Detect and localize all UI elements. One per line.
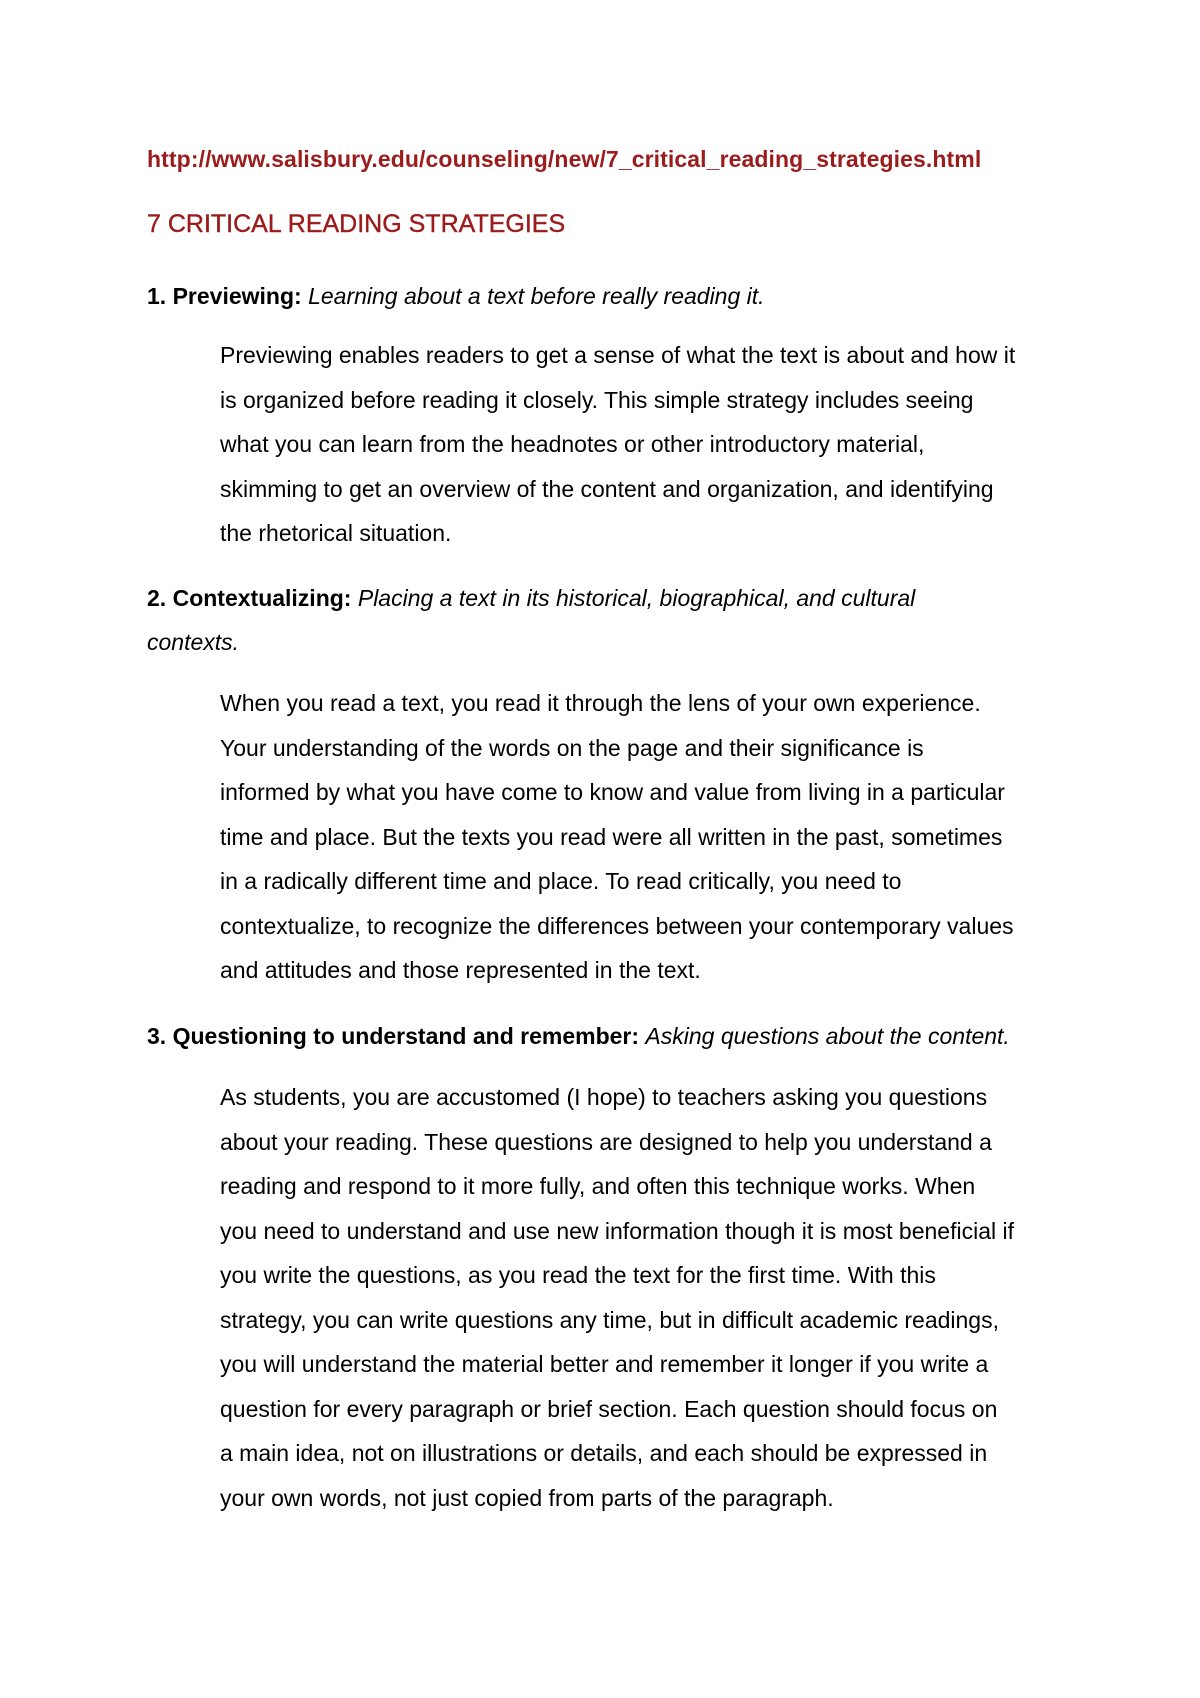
body-line: you write the questions, as you read the text for the first time. With this xyxy=(220,1262,936,1288)
body-line: contextualize, to recognize the differences between your contemporary values xyxy=(220,912,1014,939)
section-1-heading xyxy=(147,274,1077,318)
source-url-link[interactable]: http://www.salisbury.edu/counseling/new/7_critical_reading_strategies.html xyxy=(147,146,982,172)
body-line: Previewing enables readers to get a sense of what the text is about and how it xyxy=(220,342,1016,368)
document-title: 7 CRITICAL READING STRATEGIES xyxy=(147,210,566,238)
section-number: 2. xyxy=(147,585,167,611)
body-line: what you can learn from the headnotes or other introductory material, xyxy=(220,431,925,457)
body-line: When you read a text, you read it through the lens of your own experience. xyxy=(220,690,981,716)
section-term: Questioning to understand and remember: xyxy=(172,1023,640,1049)
section-description: Asking questions about the content. xyxy=(645,1023,1010,1049)
body-line: Your understanding of the words on the page and their significance is xyxy=(220,734,924,761)
body-line: about your reading. These questions are designed to help you understand a xyxy=(220,1128,992,1155)
body-line: a main idea, not on illustrations or details, and each should be expressed in xyxy=(220,1440,988,1466)
section-2-body xyxy=(220,681,1080,993)
body-line: strategy, you can write questions any time, but in difficult academic readings, xyxy=(220,1306,999,1333)
body-line: question for every paragraph or brief section. Each question should focus on xyxy=(220,1395,998,1422)
body-line: and attitudes and those represented in the text. xyxy=(220,957,701,983)
body-line: your own words, not just copied from parts of the paragraph. xyxy=(220,1484,834,1511)
section-term: Previewing: xyxy=(172,283,302,309)
section-1-body xyxy=(220,333,1080,556)
body-line: skimming to get an overview of the content and organization, and identifying xyxy=(220,475,994,502)
section-2-heading xyxy=(147,576,997,664)
body-line: time and place. But the texts you read were all written in the past, sometimes xyxy=(220,823,1003,850)
body-line: you will understand the material better and remember it longer if you write a xyxy=(220,1351,989,1377)
section-number: 3. xyxy=(147,1023,167,1049)
body-line: reading and respond to it more fully, and often this technique works. When xyxy=(220,1173,976,1199)
body-line: As students, you are accustomed (I hope) to teachers asking you questions xyxy=(220,1084,988,1110)
body-line: is organized before reading it closely. This simple strategy includes seeing xyxy=(220,386,974,413)
section-description: Placing a text in its historical, biographical, and cultural contexts. xyxy=(147,585,916,655)
section-term: Contextualizing: xyxy=(172,585,352,611)
body-line: in a radically different time and place. To read critically, you need to xyxy=(220,868,902,894)
body-line: you need to understand and use new information though it is most beneficial if xyxy=(220,1217,1014,1244)
section-3-body xyxy=(220,1075,1080,1520)
section-3-heading xyxy=(147,1014,1077,1058)
section-description: Learning about a text before really reading it. xyxy=(308,283,765,309)
section-number: 1. xyxy=(147,283,167,309)
body-line: informed by what you have come to know and value from living in a particular xyxy=(220,779,1005,805)
body-line: the rhetorical situation. xyxy=(220,520,452,546)
